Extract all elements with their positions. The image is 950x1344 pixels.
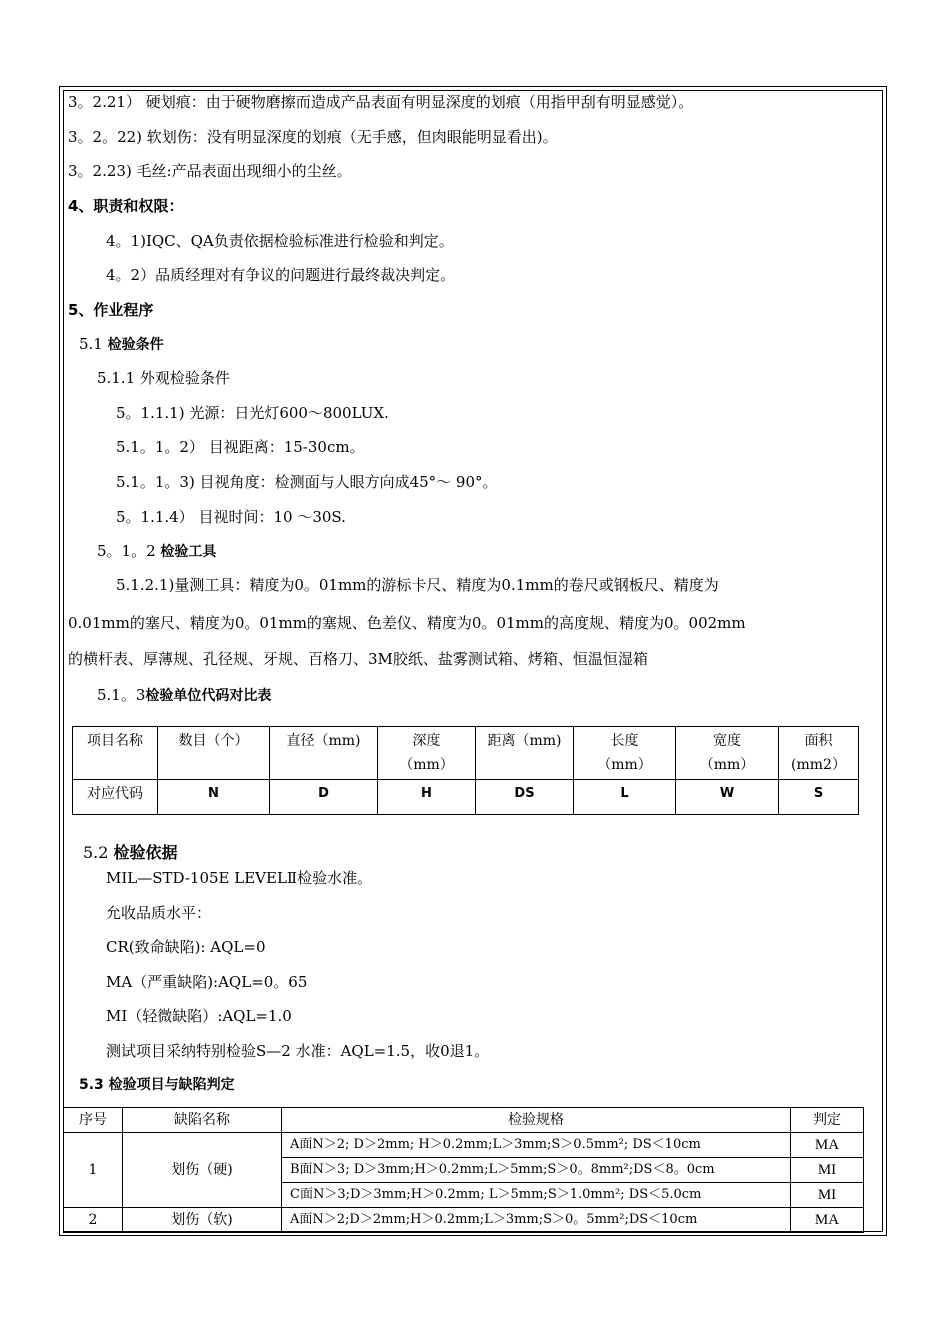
section-5-1-heading: [79, 334, 164, 355]
item-5-1-2-1-line1: 5.1.2.1)量测工具：精度为0。01mm的游标卡尺、精度为0.1mm的卷尺或钢板尺、精度为: [116, 576, 719, 594]
defect-row-number: 2: [64, 1208, 123, 1233]
item-4-2: 4。2）品质经理对有争议的问题进行最终裁决判定。: [106, 266, 456, 284]
unit-header-cell: 直径（mm): [270, 727, 378, 780]
defect-spec-cell: A面N＞2;D＞2mm;H＞0.2mm;L＞3mm;S＞0。5mm²;DS＜10cm: [282, 1208, 791, 1233]
item-5-1-1-4: 5。1.1.4） 目视时间：10 ～30S.: [116, 508, 346, 526]
def-3-2-21: 3。2.21） 硬划痕：由于硬物磨擦而造成产品表面有明显深度的划痕（用指甲刮有明显感觉）。: [68, 93, 694, 111]
defect-judge-cell: MA: [791, 1208, 864, 1233]
unit-code-cell: DS: [476, 780, 574, 815]
section-5-1-title: 检验条件: [107, 337, 164, 353]
unit-header-cell: [378, 727, 476, 780]
item-4-1: 4。1)IQC、QA负责依据检验标准进行检验和判定。: [106, 232, 454, 250]
aql-ma: MA（严重缺陷):AQL=0。65: [106, 973, 308, 991]
unit-header-text: 深度: [412, 733, 441, 749]
defect-header-judge: 判定: [791, 1108, 864, 1133]
defect-header-name: 缺陷名称: [123, 1108, 282, 1133]
section-5-2-title: 检验依据: [113, 843, 178, 862]
section-5-1-1: 5.1.1 外观检验条件: [97, 369, 230, 387]
unit-header-subtext: (mm2）: [791, 757, 846, 773]
unit-row-label: 对应代码: [73, 780, 158, 815]
section-5-1-3-heading: [97, 685, 271, 706]
section-4-heading: 4、职责和权限：: [68, 197, 184, 215]
section-5-1-3-number: 5.1。3: [97, 686, 146, 704]
defect-row-number: 1: [64, 1133, 123, 1208]
item-5-1-2-1-line3: 的横杆表、厚薄规、孔径规、牙规、百格刀、3M胶纸、盐雾测试箱、烤箱、恒温恒湿箱: [68, 650, 648, 668]
defect-spec-cell: C面N＞3;D＞3mm;H＞0.2mm; L＞5mm;S＞1.0mm²; DS＜5.0cm: [282, 1183, 791, 1208]
unit-code-cell: N: [158, 780, 270, 815]
unit-header-subtext: （mm）: [399, 757, 454, 773]
aql-heading: 允收品质水平：: [106, 904, 212, 922]
item-5-1-2-1-line2: 0.01mm的塞尺、精度为0。01mm的塞规、色差仪、精度为0。01mm的高度规、精度为0。002mm: [68, 614, 746, 632]
unit-header-subtext: （mm）: [699, 757, 755, 773]
unit-code-cell: H: [378, 780, 476, 815]
def-3-2-23: 3。2.23) 毛丝:产品表面出现细小的尘丝。: [68, 162, 352, 180]
aql-mi: MI（轻微缺陷）:AQL=1.0: [106, 1007, 292, 1025]
defect-judgment-table: [63, 1107, 864, 1233]
defect-spec-cell: A面N＞2; D＞2mm; H＞0.2mm;L＞3mm;S＞0.5mm²; DS＜10cm: [282, 1133, 791, 1158]
unit-header-text: 面积: [804, 733, 833, 749]
table-row: [64, 1133, 864, 1158]
table-row: [64, 1208, 864, 1233]
unit-code-cell: W: [676, 780, 779, 815]
unit-header-cell: [574, 727, 676, 780]
defect-spec-cell: B面N＞3; D＞3mm;H＞0.2mm;L＞5mm;S＞0。8mm²;DS＜8。0cm: [282, 1158, 791, 1183]
section-5-2-heading: [83, 843, 178, 863]
defect-judge-cell: MI: [791, 1183, 864, 1208]
defect-table-header-row: [64, 1108, 864, 1133]
defect-row-name: 划伤（软): [123, 1208, 282, 1233]
unit-header-cell: 数目（个）: [158, 727, 270, 780]
unit-header-cell: 项目名称: [73, 727, 158, 780]
unit-header-text: 宽度: [713, 733, 741, 749]
unit-code-cell: D: [270, 780, 378, 815]
defect-judge-cell: MA: [791, 1133, 864, 1158]
unit-code-table: [72, 726, 859, 815]
aql-cr: CR(致命缺陷): AQL=0: [106, 938, 266, 956]
unit-code-cell: S: [779, 780, 859, 815]
defect-header-no: 序号: [64, 1108, 123, 1133]
section-5-2-number: 5.2: [83, 843, 114, 862]
unit-header-text: 长度: [610, 733, 639, 749]
item-5-1-1-3: 5.1。1。3) 目视角度：检测面与人眼方向成45°～ 90°。: [116, 473, 498, 491]
item-5-1-1-1: 5。1.1.1) 光源：日光灯600～800LUX.: [116, 404, 389, 422]
section-5-1-number: 5.1: [79, 335, 108, 353]
unit-header-cell: [676, 727, 779, 780]
unit-header-cell: [779, 727, 859, 780]
section-5-1-2-number: 5。1。2: [97, 542, 161, 560]
section-5-heading: 5、作业程序: [68, 301, 154, 319]
defect-row-name: 划伤（硬): [123, 1133, 282, 1208]
item-5-1-1-2: 5.1。1。2） 目视距离：15-30cm。: [116, 438, 365, 456]
unit-code-cell: L: [574, 780, 676, 815]
unit-table-header-row: [73, 727, 859, 780]
unit-header-cell: 距离（mm): [476, 727, 574, 780]
def-3-2-22: 3。2。22) 软划伤：没有明显深度的划痕（无手感，但肉眼能明显看出)。: [68, 128, 558, 146]
section-5-3-heading: 5.3 检验项目与缺陷判定: [79, 1077, 235, 1093]
unit-table-code-row: [73, 780, 859, 815]
defect-header-spec: 检验规格: [282, 1108, 791, 1133]
inspection-standard: MIL—STD-105E LEVELⅡ检验水准。: [106, 869, 373, 887]
unit-header-subtext: （mm）: [597, 757, 652, 773]
section-5-1-2-title: 检验工具: [160, 544, 217, 560]
aql-special-test: 测试项目采纳特别检验S—2 水准：AQL=1.5，收0退1。: [106, 1042, 490, 1060]
defect-judge-cell: MI: [791, 1158, 864, 1183]
section-5-1-3-title: 检验单位代码对比表: [145, 688, 272, 704]
section-5-1-2-heading: [97, 541, 216, 562]
